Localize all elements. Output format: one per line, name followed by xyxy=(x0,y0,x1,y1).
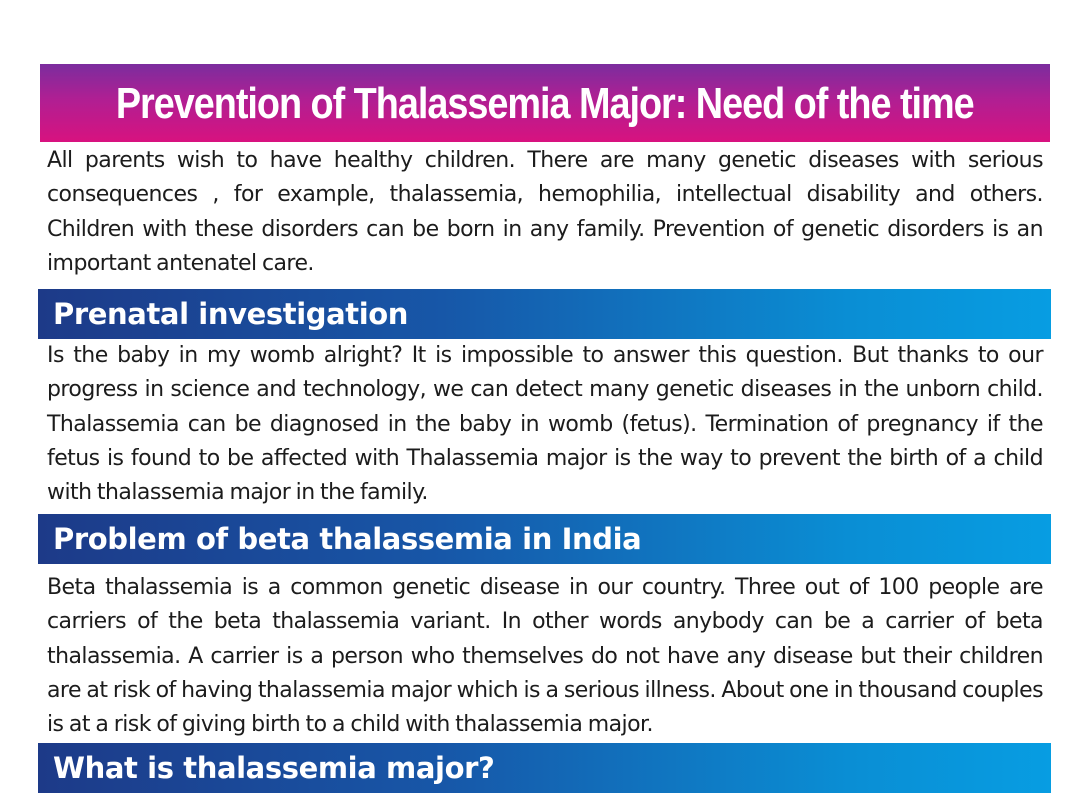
section-heading: Problem of beta thalassemia in India xyxy=(53,522,642,556)
page-title: Prevention of Thalassemia Major: Need of the time xyxy=(116,79,974,128)
beta-thalassemia-india-paragraph: Beta thalassemia is a common genetic disease in our country. Three out of 100 people are carriers of the beta thalassemia variant. In other words anybody can be a carrier of beta thalassemia. A carrier is a person who themselves do not have any disease but their children are at risk of having thalassemia major which is a serious illness. About one in thousand couples is at a risk of giving birth to a child with thalassemia major. xyxy=(47,575,1043,738)
prenatal-investigation-paragraph: Is the baby in my womb alright? It is impossible to answer this question. But thanks to our progress in science and technology, we can detect many genetic diseases in the unborn child. Thalassemia can be diagnosed in the baby in womb (fetus). Termination of pregnancy if the fetus is found to be affected with Thalassemia major is the way to prevent the birth of a child with thalassemia major in the family. xyxy=(47,343,1043,506)
title-banner xyxy=(40,64,1050,142)
intro-paragraph: All parents wish to have healthy children. There are many genetic diseases with serious consequences , for example, thalassemia, hemophilia, intellectual disability and others. Children with these disorders can be born in any family. Prevention of genetic disorders is an important antenatel care. xyxy=(47,148,1043,276)
section-header-prenatal-investigation xyxy=(38,289,1051,339)
section-heading: What is thalassemia major? xyxy=(53,751,495,785)
section-header-beta-thalassemia-india xyxy=(38,514,1051,564)
section-heading: Prenatal investigation xyxy=(53,297,409,331)
section-header-what-is-thalassemia-major xyxy=(38,743,1051,793)
